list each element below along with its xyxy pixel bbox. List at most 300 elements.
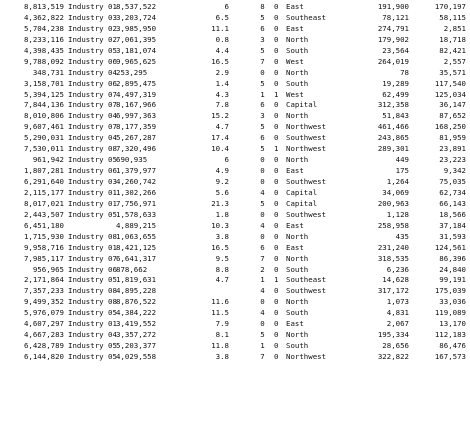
table-cell-b: Industry 03 (68, 12, 117, 22)
table-cell-c: 7,756,971 (116, 198, 157, 208)
table-cell-f: 0 (274, 34, 279, 44)
table-cell-a: 9,499,352 (23, 297, 64, 307)
table-cell-a: 5,290,031 (23, 133, 64, 143)
table-cell-e: 3 (260, 34, 265, 44)
table-row (0, 210, 470, 221)
table-cell-g: West (286, 56, 304, 66)
table-cell-f: 0 (274, 67, 279, 77)
table-cell-d: 10.3 (211, 220, 229, 230)
table-cell-d: 4.7 (215, 122, 229, 132)
table-cell-b: Industry 05 (68, 155, 117, 165)
table-cell-h: 78,121 (382, 12, 409, 22)
table-cell-g: Capital (286, 198, 318, 208)
table-cell-d: 3.8 (215, 231, 229, 241)
table-cell-i: 170,197 (434, 2, 466, 11)
table-cell-d: 8.1 (215, 330, 229, 340)
table-cell-i: 62,734 (439, 187, 466, 197)
table-cell-f: 0 (274, 286, 279, 296)
table-cell-e: 8 (260, 2, 265, 11)
table-cell-i: 99,191 (439, 275, 466, 285)
table-cell-h: 6,236 (386, 264, 409, 274)
table-cell-c: 1,379,977 (116, 166, 157, 176)
table-cell-c: 8,537,522 (116, 2, 157, 11)
table-cell-c: 6,641,317 (116, 253, 157, 263)
table-cell-a: 9,607,461 (23, 122, 64, 132)
table-cell-d: 5.6 (215, 187, 229, 197)
table-row (0, 319, 470, 330)
table-row (0, 46, 470, 57)
table-cell-e: 4 (260, 286, 265, 296)
table-cell-a: 6,291,640 (23, 177, 64, 186)
table-cell-h: 312,358 (377, 100, 409, 110)
table-cell-g: Southeast (286, 275, 327, 285)
table-cell-i: 86,476 (439, 341, 466, 351)
table-cell-d: 6 (224, 2, 229, 11)
table-cell-h: 449 (395, 155, 409, 165)
table-cell-g: West (286, 89, 304, 99)
table-cell-h: 179,902 (377, 34, 409, 44)
table-cell-f: 0 (274, 297, 279, 307)
table-cell-d: 11.8 (211, 341, 229, 351)
table-cell-a: 3,158,701 (23, 78, 64, 88)
table-cell-b: Industry 04 (68, 133, 117, 143)
table-row (0, 2, 470, 13)
table-cell-c: 4,260,742 (116, 177, 157, 186)
table-cell-i: 37,184 (439, 220, 466, 230)
table-cell-h: 1,264 (386, 177, 409, 186)
table-cell-b: Industry 07 (68, 100, 117, 110)
table-cell-d: 16.5 (211, 242, 229, 252)
table-cell-i: 23,223 (439, 155, 466, 165)
table-cell-a: 7,985,117 (23, 253, 64, 263)
table-cell-d: 4.3 (215, 89, 229, 99)
table-cell-e: 0 (260, 67, 265, 77)
table-cell-e: 5 (260, 330, 265, 340)
table-cell-a: 8,017,021 (23, 198, 64, 208)
table-cell-e: 4 (260, 220, 265, 230)
table-cell-c: 3,181,074 (116, 45, 157, 55)
table-cell-c: 8,177,359 (116, 122, 157, 132)
table-row (0, 133, 470, 144)
table-cell-g: North (286, 253, 309, 263)
table-row (0, 68, 470, 79)
table-cell-f: 0 (274, 242, 279, 252)
table-cell-i: 66,143 (439, 198, 466, 208)
table-cell-b: Industry 07 (68, 122, 117, 132)
table-cell-a: 7,357,233 (23, 286, 64, 296)
table-cell-g: East (286, 166, 304, 176)
table-cell-e: 0 (260, 319, 265, 329)
table-cell-c: 878,662 (116, 264, 148, 274)
table-cell-d: 6.5 (215, 12, 229, 22)
table-cell-i: 167,573 (434, 352, 466, 361)
table-cell-f: 0 (274, 122, 279, 132)
table-row (0, 35, 470, 46)
table-cell-b: Industry 05 (68, 45, 117, 55)
table-cell-d: 4.7 (215, 275, 229, 285)
table-cell-c: 8,167,966 (116, 100, 157, 110)
table-cell-i: 87,652 (439, 111, 466, 121)
table-cell-b: Industry 04 (68, 111, 117, 121)
table-row (0, 297, 470, 308)
table-cell-f: 0 (274, 187, 279, 197)
table-cell-g: North (286, 231, 309, 241)
table-row (0, 254, 470, 265)
table-cell-a: 5,394,125 (23, 89, 64, 99)
table-cell-d: 1.8 (215, 209, 229, 219)
table-cell-h: 175 (395, 166, 409, 176)
table-cell-g: East (286, 220, 304, 230)
table-cell-e: 4 (260, 308, 265, 318)
table-row (0, 243, 470, 254)
table-cell-i: 23,891 (439, 144, 466, 154)
table-cell-i: 33,036 (439, 297, 466, 307)
table-cell-b: Industry 07 (68, 253, 117, 263)
table-row (0, 177, 470, 188)
table-cell-b: Industry 01 (68, 319, 117, 329)
table-cell-i: 2,557 (443, 56, 466, 66)
table-cell-c: 3,419,552 (116, 319, 157, 329)
table-cell-i: 75,035 (439, 177, 466, 186)
table-cell-a: 9,958,716 (23, 242, 64, 252)
table-cell-f: 0 (274, 111, 279, 121)
table-cell-h: 435 (395, 231, 409, 241)
table-cell-c: 8,421,125 (116, 242, 157, 252)
table-cell-a: 7,844,136 (23, 100, 64, 110)
table-row (0, 79, 470, 90)
table-cell-c: 7,061,395 (116, 34, 157, 44)
table-row (0, 286, 470, 297)
table-cell-f: 0 (274, 198, 279, 208)
table-cell-h: 195,334 (377, 330, 409, 340)
table-cell-e: 0 (260, 209, 265, 219)
table-cell-b: Industry 02 (68, 34, 117, 44)
table-cell-b: Industry 05 (68, 275, 117, 285)
table-row (0, 155, 470, 166)
table-cell-i: 125,034 (434, 89, 466, 99)
table-row (0, 13, 470, 24)
table-cell-i: 9,342 (443, 166, 466, 176)
table-cell-i: 58,115 (439, 12, 466, 22)
table-cell-i: 175,039 (434, 286, 466, 296)
table-row (0, 90, 470, 101)
table-cell-f: 0 (274, 45, 279, 55)
table-cell-a: 4,667,283 (23, 330, 64, 340)
table-cell-a: 8,813,519 (23, 2, 64, 11)
table-cell-h: 28,656 (382, 341, 409, 351)
table-cell-g: North (286, 155, 309, 165)
table-cell-b: Industry 05 (68, 209, 117, 219)
table-cell-g: South (286, 264, 309, 274)
table-cell-c: 2,895,475 (116, 78, 157, 88)
table-cell-d: 2.9 (215, 67, 229, 77)
table-row (0, 188, 470, 199)
table-cell-e: 0 (260, 166, 265, 176)
table-cell-c: 4,895,228 (116, 286, 157, 296)
table-cell-g: Southwest (286, 133, 327, 143)
table-cell-g: Southwest (286, 177, 327, 186)
table-cell-e: 5 (260, 78, 265, 88)
table-cell-h: 78 (400, 67, 409, 77)
table-cell-c: 6,997,363 (116, 111, 157, 121)
table-cell-c: 1,063,655 (116, 231, 157, 241)
table-cell-g: East (286, 242, 304, 252)
table-cell-h: 34,069 (382, 187, 409, 197)
table-cell-i: 82,421 (439, 45, 466, 55)
table-cell-f: 1 (274, 144, 279, 154)
table-cell-f: 0 (274, 209, 279, 219)
table-cell-h: 243,865 (377, 133, 409, 143)
table-row (0, 24, 470, 35)
table-cell-h: 289,301 (377, 144, 409, 154)
table-cell-f: 0 (274, 220, 279, 230)
table-cell-g: East (286, 319, 304, 329)
table-cell-h: 200,963 (377, 198, 409, 208)
table-cell-h: 51,843 (382, 111, 409, 121)
table-cell-f: 0 (274, 330, 279, 340)
table-cell-b: Industry 06 (68, 56, 117, 66)
table-cell-g: North (286, 111, 309, 121)
table-cell-c: 5,203,377 (116, 341, 157, 351)
table-cell-b: Industry 04 (68, 67, 117, 77)
table-row (0, 166, 470, 177)
table-cell-f: 0 (274, 264, 279, 274)
table-cell-a: 4,398,435 (23, 45, 64, 55)
table-cell-b: Industry 08 (68, 286, 117, 296)
table-cell-g: Northwest (286, 122, 327, 132)
table-cell-c: 3,357,272 (116, 330, 157, 340)
table-cell-b: Industry 06 (68, 166, 117, 176)
table-cell-b: Industry 04 (68, 330, 117, 340)
table-cell-f: 0 (274, 100, 279, 110)
table-cell-a: 9,788,092 (23, 56, 64, 66)
table-cell-a: 1,807,281 (23, 166, 64, 176)
table-cell-d: 0.8 (215, 34, 229, 44)
table-cell-b: Industry 02 (68, 23, 117, 33)
table-cell-f: 0 (274, 308, 279, 318)
table-cell-c: 1,302,266 (116, 187, 157, 197)
table-cell-f: 0 (274, 352, 279, 361)
table-cell-h: 62,499 (382, 89, 409, 99)
table-cell-f: 0 (274, 341, 279, 351)
table-cell-f: 0 (274, 253, 279, 263)
table-cell-a: 6,428,789 (23, 341, 64, 351)
table-cell-f: 0 (274, 133, 279, 143)
table-cell-e: 5 (260, 144, 265, 154)
table-cell-i: 81,959 (439, 133, 466, 143)
table-cell-i: 117,540 (434, 78, 466, 88)
table-cell-d: 3.8 (215, 352, 229, 361)
table-cell-g: South (286, 78, 309, 88)
table-cell-a: 7,530,011 (23, 144, 64, 154)
table-cell-g: South (286, 341, 309, 351)
table-row (0, 265, 470, 276)
table-cell-d: 9.2 (215, 177, 229, 186)
table-cell-d: 11.6 (211, 297, 229, 307)
table-cell-i: 13,170 (439, 319, 466, 329)
table-cell-c: 5,267,287 (116, 133, 157, 143)
table-row (0, 341, 470, 352)
table-cell-a: 6,144,820 (23, 352, 64, 361)
table-cell-h: 4,831 (386, 308, 409, 318)
table-cell-a: 348,731 (32, 67, 64, 77)
table-cell-c: 8,876,522 (116, 297, 157, 307)
table-cell-d: 1.4 (215, 78, 229, 88)
table-cell-g: East (286, 23, 304, 33)
table-cell-c: 690,935 (116, 155, 148, 165)
table-cell-e: 0 (260, 231, 265, 241)
table-cell-g: North (286, 34, 309, 44)
table-cell-d: 4.4 (215, 45, 229, 55)
table-cell-f: 0 (274, 23, 279, 33)
table-cell-e: 4 (260, 187, 265, 197)
table-cell-c: 3,203,724 (116, 12, 157, 22)
table-cell-b: Industry 08 (68, 297, 117, 307)
table-cell-e: 5 (260, 122, 265, 132)
table-cell-e: 2 (260, 264, 265, 274)
table-cell-b: Industry 08 (68, 231, 117, 241)
table-cell-h: 264,019 (377, 56, 409, 66)
table-cell-e: 3 (260, 111, 265, 121)
table-cell-h: 317,172 (377, 286, 409, 296)
table-cell-a: 956,965 (32, 264, 64, 274)
table-cell-e: 1 (260, 341, 265, 351)
table-cell-g: North (286, 330, 309, 340)
table-cell-f: 1 (274, 89, 279, 99)
table-cell-h: 2,067 (386, 319, 409, 329)
table-cell-d: 15.2 (211, 111, 229, 121)
table-cell-i: 36,147 (439, 100, 466, 110)
table-row (0, 57, 470, 68)
table-cell-e: 0 (260, 297, 265, 307)
table-cell-f: 0 (274, 319, 279, 329)
table-cell-h: 19,289 (382, 78, 409, 88)
table-cell-a: 2,443,507 (23, 209, 64, 219)
table-cell-e: 5 (260, 12, 265, 22)
table-cell-i: 24,840 (439, 264, 466, 274)
table-cell-g: Northwest (286, 144, 327, 154)
table-cell-h: 1,073 (386, 297, 409, 307)
table-cell-c: 253,295 (116, 67, 148, 77)
table-cell-d: 6 (224, 155, 229, 165)
table-cell-c: 4,497,319 (116, 89, 157, 99)
table-cell-f: 0 (274, 166, 279, 176)
table-row (0, 100, 470, 111)
table-row (0, 122, 470, 133)
table-cell-d: 11.5 (211, 308, 229, 318)
table-cell-e: 0 (260, 155, 265, 165)
table-cell-h: 231,240 (377, 242, 409, 252)
table-cell-e: 7 (260, 253, 265, 263)
table-cell-g: Northwest (286, 352, 327, 361)
table-cell-d: 21.3 (211, 198, 229, 208)
table-cell-f: 0 (274, 2, 279, 11)
table-row (0, 352, 470, 363)
table-cell-d: 7.9 (215, 319, 229, 329)
table-cell-a: 2,171,864 (23, 275, 64, 285)
table-cell-h: 322,822 (377, 352, 409, 361)
table-cell-h: 258,958 (377, 220, 409, 230)
table-cell-e: 1 (260, 275, 265, 285)
table-cell-e: 1 (260, 89, 265, 99)
table-cell-b: Industry 06 (68, 264, 117, 274)
table-cell-a: 5,704,238 (23, 23, 64, 33)
table-cell-a: 4,362,822 (23, 12, 64, 22)
table-cell-b: Industry 07 (68, 89, 117, 99)
table-cell-g: North (286, 297, 309, 307)
table-cell-a: 4,607,297 (23, 319, 64, 329)
table-row (0, 199, 470, 210)
table-row (0, 330, 470, 341)
table-cell-f: 0 (274, 56, 279, 66)
table-cell-a: 2,115,177 (23, 187, 64, 197)
table-cell-d: 16.5 (211, 56, 229, 66)
table-cell-h: 318,535 (377, 253, 409, 263)
table-cell-f: 0 (274, 177, 279, 186)
table-cell-e: 6 (260, 133, 265, 143)
table-cell-b: Industry 01 (68, 187, 117, 197)
table-cell-d: 9.5 (215, 253, 229, 263)
table-cell-i: 18,566 (439, 209, 466, 219)
table-cell-a: 8,010,806 (23, 111, 64, 121)
table-cell-i: 168,250 (434, 122, 466, 132)
table-cell-f: 0 (274, 78, 279, 88)
table-row (0, 144, 470, 155)
table-cell-g: Southwest (286, 209, 327, 219)
table-cell-d: 10.4 (211, 144, 229, 154)
table-cell-d: 7.8 (215, 100, 229, 110)
table-row (0, 275, 470, 286)
table-cell-b: Industry 05 (68, 341, 117, 351)
table-cell-h: 23,564 (382, 45, 409, 55)
table-cell-d: 17.4 (211, 133, 229, 143)
table-row (0, 308, 470, 319)
table-cell-h: 461,466 (377, 122, 409, 132)
table-row (0, 111, 470, 122)
table-cell-h: 191,900 (377, 2, 409, 11)
table-cell-e: 5 (260, 45, 265, 55)
table-cell-g: Capital (286, 187, 318, 197)
table-cell-b: Industry 06 (68, 78, 117, 88)
table-cell-c: 3,985,950 (116, 23, 157, 33)
table-cell-g: Capital (286, 100, 318, 110)
table-cell-b: Industry 01 (68, 242, 117, 252)
table-cell-h: 14,628 (382, 275, 409, 285)
table-cell-e: 6 (260, 242, 265, 252)
table-cell-c: 1,578,633 (116, 209, 157, 219)
table-cell-b: Industry 03 (68, 177, 117, 186)
table-cell-e: 5 (260, 198, 265, 208)
table-cell-g: North (286, 67, 309, 77)
table-cell-i: 2,851 (443, 23, 466, 33)
table-cell-b: Industry 01 (68, 2, 117, 11)
table-cell-c: 4,889,215 (116, 220, 157, 230)
table-row (0, 232, 470, 243)
table-cell-f: 1 (274, 275, 279, 285)
table-cell-c: 9,965,625 (116, 56, 157, 66)
table-cell-g: Southeast (286, 12, 327, 22)
table-cell-a: 5,976,079 (23, 308, 64, 318)
table-cell-a: 6,451,180 (23, 220, 64, 230)
table-cell-d: 4.9 (215, 166, 229, 176)
table-cell-g: Southwest (286, 286, 327, 296)
table-cell-g: East (286, 2, 304, 11)
table-cell-g: South (286, 45, 309, 55)
table-cell-e: 0 (260, 177, 265, 186)
table-cell-f: 0 (274, 231, 279, 241)
table-cell-h: 1,128 (386, 209, 409, 219)
table-row (0, 221, 470, 232)
